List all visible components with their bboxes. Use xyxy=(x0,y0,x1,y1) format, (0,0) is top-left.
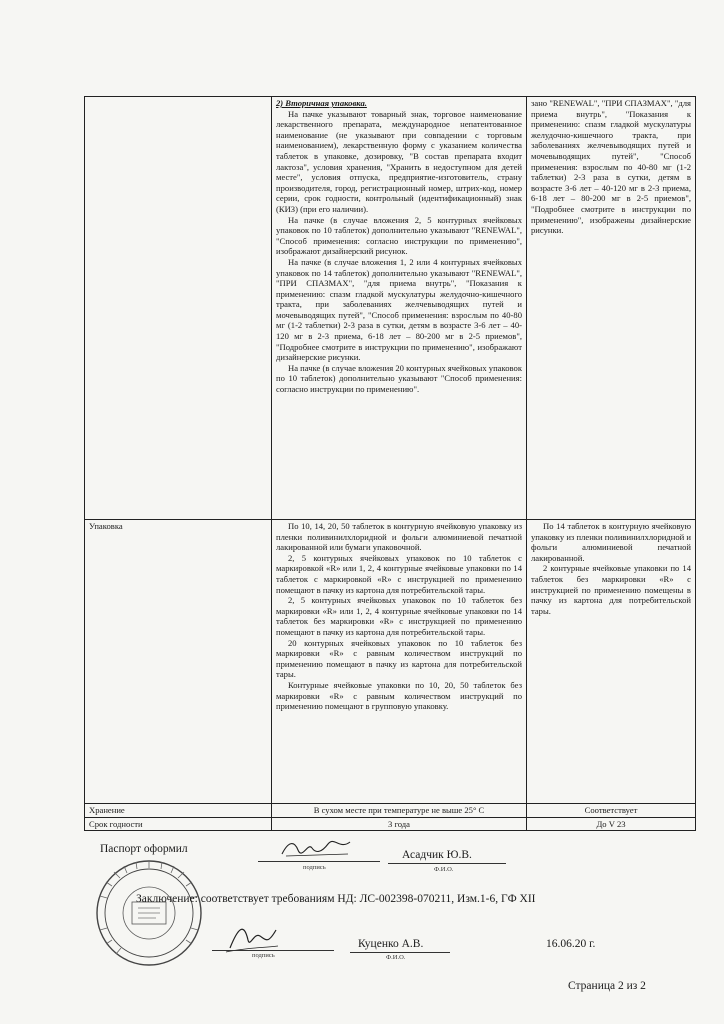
paragraph: На пачке (в случае вложения 1, 2 или 4 контурных ячейковых упаковок по 14 таблеток) дополнительно указывают "RENEWAL", "ПРИ СПАЗМАХ", "для приема внутрь", "Показания к применению: спазм гладкой мускулатуры желудочно-кишечного тракта, при заболеваниях желчевыводящих путей и мочевыводящих путей", "Способ применения: взрослым по 40-80 мг (1-2 таблетки) 2-3 раза в сутки, детям в возрасте 3-6 лет – 40-120 мг в 2-3 приема, 6-18 лет – 80-200 мг в 2-5 приемов", "Подробнее смотрите в инструкции по применению", изображают дизайнерские рисунки. xyxy=(276,256,522,363)
fio-caption: Ф.И.О. xyxy=(386,954,406,961)
paragraph: 2, 5 контурных ячейковых упаковок по 10 таблеток с маркировкой «R» или 1, 2, 4 контурные ячейковые упаковки по 14 таблеток с маркировкой «R» с инструкцией по применению помещают в пачку из картона для потребительской тары. xyxy=(276,552,522,595)
table-cell-empty xyxy=(85,97,272,520)
storage-label: Хранение xyxy=(85,804,272,818)
stamp-icon xyxy=(94,858,204,968)
packaging-label: Упаковка xyxy=(85,520,272,804)
secondary-packaging-requirements xyxy=(272,97,527,520)
storage-requirement: В сухом месте при температуре не выше 25° С xyxy=(272,804,527,818)
specification-table xyxy=(84,96,696,831)
signing-date: 16.06.20 г. xyxy=(546,938,596,950)
signer-name: Асадчик Ю.В. xyxy=(402,849,472,861)
paragraph: 20 контурных ячейковых упаковок по 10 таблеток без маркировки «R» с равным количеством инструкций по применению помещают в пачку из картона для потребительской тары. xyxy=(276,637,522,680)
page-number: Страница 2 из 2 xyxy=(568,980,646,992)
paragraph: 2 контурные ячейковые упаковки по 14 таблеток без маркировки «R» с инструкцией по применению помещены в пачку из картона для потребительской тары. xyxy=(531,563,691,616)
storage-result: Соответствует xyxy=(527,804,696,818)
conclusion-text: Заключение: соответствует требованиям НД: ЛС-002398-070211, Изм.1-6, ГФ XII xyxy=(136,893,536,905)
paragraph: зано "RENEWAL", "ПРИ СПАЗМАХ", "для приема внутрь", "Показания к применению: спазм гладкой мускулатуры желудочно-кишечного тракта, при заболеваниях желчевыводящих путей и мочевыводящих путей", "Способ применения: взрослым по 40-80 мг (1-2 таблетки) 2-3 раза в сутки, детям в возрасте 3-6 лет – 40-120 мг в 2-3 приема, 6-18 лет – 80-200 мг в 2-5 приемов", "Подробнее смотрите в инструкции по применению", изображены дизайнерские рисунки. xyxy=(531,98,691,236)
shelf-life-requirement: 3 года xyxy=(272,817,527,831)
signature-underline xyxy=(258,861,380,862)
fio-underline xyxy=(388,863,506,864)
paragraph: На пачке (в случае вложения 20 контурных ячейковых упаковок по 10 таблеток) дополнительно указывают "Способ применения: согласно инструкции по применению". xyxy=(276,362,522,395)
table-row xyxy=(85,817,696,831)
table-row xyxy=(85,97,696,520)
fio-caption: Ф.И.О. xyxy=(434,866,454,873)
paragraph: По 10, 14, 20, 50 таблеток в контурную ячейковую упаковку из пленки поливинилхлоридной и фольги алюминиевой печатной лакированной или бумаги упаковочной. xyxy=(276,521,522,553)
paragraph: Контурные ячейковые упаковки по 10, 20, 50 таблеток без маркировки «R» с равным количеством инструкций по применению помещают в групповую упаковку. xyxy=(276,679,522,712)
paragraph: По 14 таблеток в контурную ячейковую упаковку из пленки поливинилхлоридной и фольги алюминиевой печатной лакированной. xyxy=(531,521,691,563)
table-row xyxy=(85,804,696,818)
signer-name: Куценко А.В. xyxy=(358,938,424,950)
signature-underline xyxy=(212,950,334,951)
paragraph: На пачке указывают товарный знак, торговое наименование лекарственного препарата, международное непатентованное наименование (не указывают при совпадении с торговым наименованием), лекарственную форму с указанием количества таблеток в упаковке, дозировку, "В состав препарата входит лактоза", условия хранения, "Хранить в недоступном для детей месте", условия отпуска, предприятие-изготовитель, страну производителя, город, регистрационный номер, штрих-код, номер серии, срок годности, контрольный (идентификационный) знак (КИЗ) (при его наличии). xyxy=(276,108,522,214)
packaging-result xyxy=(527,520,696,804)
shelf-life-label: Срок годности xyxy=(85,817,272,831)
fio-underline xyxy=(350,952,450,953)
shelf-life-result: До V 23 xyxy=(527,817,696,831)
signature-icon xyxy=(278,836,358,860)
secondary-packaging-heading: 2) Вторичная упаковка. xyxy=(276,98,367,108)
packaging-requirements xyxy=(272,520,527,804)
paragraph: На пачке (в случае вложения 2, 5 контурных ячейковых упаковок по 10 таблеток) дополнительно указывают "RENEWAL", "Способ применения: согласно инструкции по применению", изображают дизайнерский рисунок. xyxy=(276,214,522,257)
paragraph: 2, 5 контурных ячейковых упаковок по 10 таблеток без маркировки «R» или 1, 2, 4 контурные ячейковые упаковки по 14 таблеток без маркировки «R» с инструкцией по применению помещают в пачку из картона для потребительской тары. xyxy=(276,595,522,637)
signature-caption: подпись xyxy=(252,952,275,959)
passport-label: Паспорт оформил xyxy=(100,843,188,855)
table-row xyxy=(85,520,696,804)
signature-caption: подпись xyxy=(303,864,326,871)
secondary-packaging-result xyxy=(527,97,696,520)
